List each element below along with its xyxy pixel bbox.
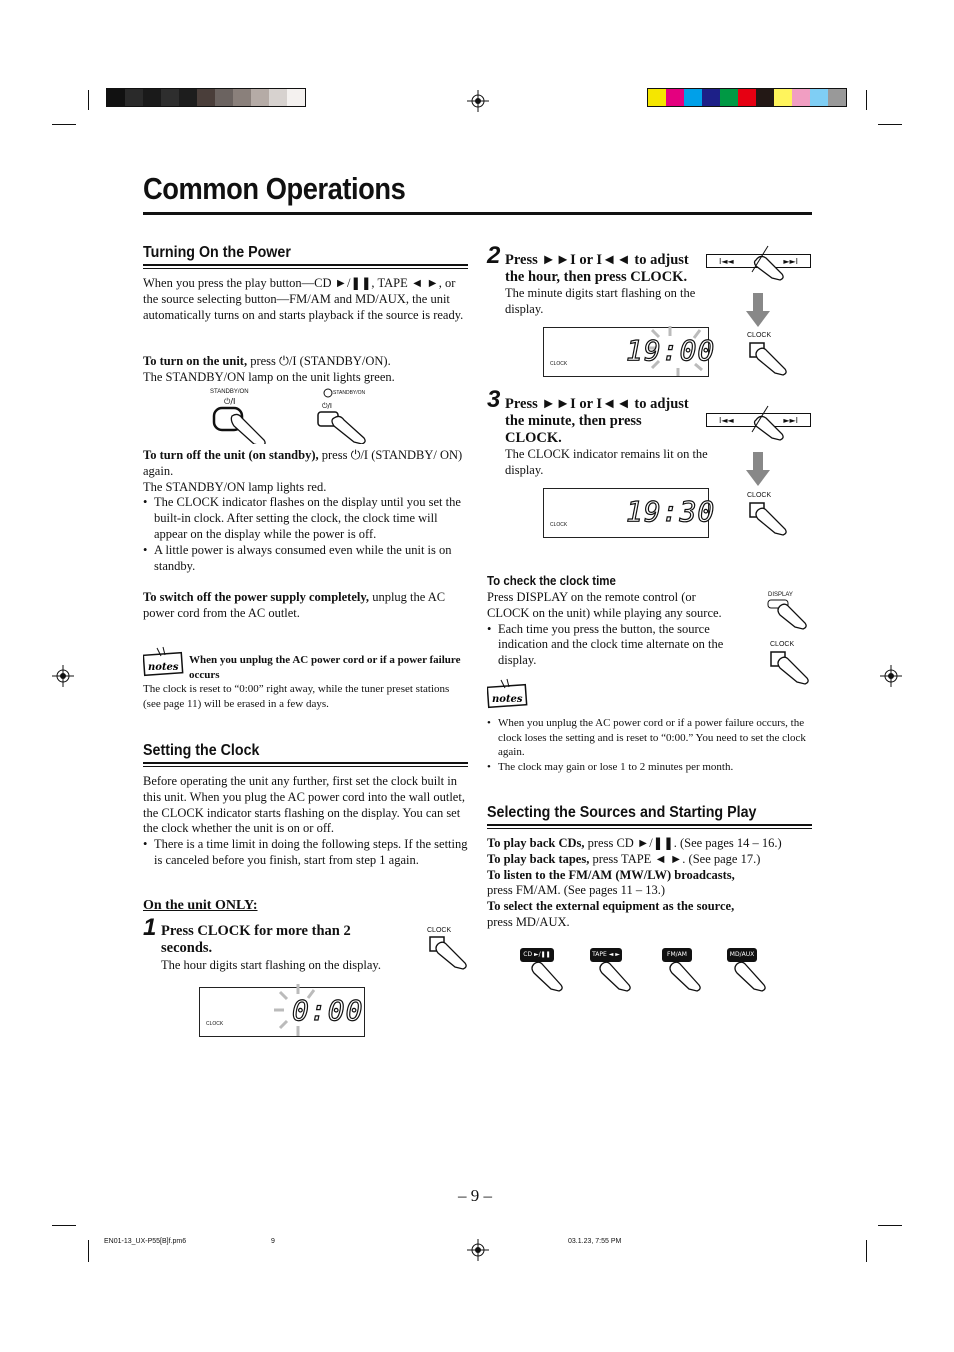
prev-key-icon: I◄◄ [719,256,734,266]
clock-button-press-icon [426,934,472,976]
display-digits: 0:00 [292,994,364,1027]
calibration-swatch [702,89,720,106]
next-key-icon: ►►I [783,256,798,266]
cd-text: press CD ►/❚❚. (See pages 14 – 16.) [584,836,782,850]
step-number: 3 [487,386,501,413]
section-rule [143,264,468,266]
cd-button: CD ►/❚❚ [520,948,554,962]
crop-mark [52,1225,76,1226]
turn-off-bold: To turn off the unit (on standby), [143,448,319,462]
list-item: • The CLOCK indicator flashes on the display until you set the built-in clock. After setting the clock, the clock time will appear on the display while the power is off. [143,495,468,542]
step-number: 2 [487,242,501,269]
clock-button-press-icon [768,649,814,691]
section-heading-setting-clock: Setting the Clock [143,742,260,759]
crop-mark [866,90,867,110]
display-clock-indicator: CLOCK [550,522,568,528]
step1-text: The hour digits start flashing on the display. [161,958,381,972]
calibration-swatch [756,89,774,106]
list-item: • When you unplug the AC power cord or if a power failure occurs, the clock loses the setting and is reset to “0:00.” You need to set the clock again. [487,716,809,760]
calibration-swatch [810,89,828,106]
registration-mark-icon [467,1239,489,1261]
calibration-swatch [233,89,251,106]
unit-only-label: On the unit ONLY: [143,898,258,913]
registration-mark-icon [52,665,74,687]
finger-press-icon [731,954,771,1000]
crop-mark [88,1240,89,1262]
section-rule [487,828,812,829]
clock-button-press-icon [746,500,792,544]
turning-on-intro: When you press the play button—CD ►/❚❚, TAPE ◄ ►, or the source selecting button—FM/AM and MD/AUX, the unit automatically turns on and starts playback if the source is ready. [143,276,464,322]
clock-button-label: CLOCK [747,332,772,339]
turn-off-text2: The STANDBY/ON lamp lights red. [143,479,327,494]
fm-am-button: FM/AM [662,948,692,962]
footer-date: 03.1.23, 7:55 PM [568,1238,622,1245]
step2-title-b: the hour, then press CLOCK. [505,269,688,285]
section-rule [143,268,468,269]
ext-bold: To select the external equipment as the source, [487,899,735,914]
section-rule [143,762,468,764]
turn-on-bold: To turn on the unit, [143,354,248,368]
fm-text: press FM/AM. (See pages 11 – 13.) [487,883,665,898]
selecting-text [487,836,812,931]
calibration-swatch [143,89,161,106]
calibration-swatch [720,89,738,106]
footer-filename: EN01-13_UX-P55[B]f.pm6 [104,1238,187,1245]
display-button-press-icon [766,598,812,634]
tape-text: press TAPE ◄ ►. (See page 17.) [589,851,761,866]
display-digits: 19:00 [626,334,716,367]
standby-label: STANDBY/ON [210,389,249,395]
page-title: Common Operations [143,171,406,206]
gray-calibration-bar [106,88,306,107]
md-aux-button: MD/AUX [727,948,757,962]
svg-text:⏻/I: ⏻/I [224,397,236,406]
crop-mark [878,1225,902,1226]
list-item: • Each time you press the button, the source indication and the clock time alternate on the display. [487,622,737,669]
footer-page: 9 [271,1238,275,1245]
finger-press-icon [748,244,788,282]
calibration-swatch [648,89,666,106]
step-number: 1 [143,914,157,941]
calibration-swatch [197,89,215,106]
calibration-swatch [215,89,233,106]
notes-list [487,716,809,774]
notes-icon-text: notes [148,662,179,673]
standby-button-press-icon [210,396,270,444]
finger-press-icon [528,954,568,1000]
setting-clock-intro [143,774,468,869]
page-number: – 9 – [458,1186,492,1205]
switch-off-instruction [143,590,468,622]
notes-icon [487,678,529,710]
notes-icon-text: notes [492,694,523,705]
calibration-swatch [666,89,684,106]
crop-mark [88,90,89,110]
calibration-swatch [125,89,143,106]
notes-text: The clock is reset to “0:00” right away, while the tuner preset stations (see page 11) will be erased in a few days. [143,683,450,710]
check-clock-body: Press DISPLAY on the remote control (or CLOCK on the unit) while playing any source. [487,590,722,620]
list-item: • There is a time limit in doing the following steps. If the setting is canceled before you finish, start from step 1 again. [143,837,468,869]
setting-clock-intro-text: Before operating the unit any further, first set the clock built in this unit. When you plug the AC power cord into the wall outlet, the CLOCK indicator starts flashing on the display. You can set the clock whether the unit is on or off. [143,774,465,836]
finger-press-icon [666,954,706,1000]
section-heading-turning-on: Turning On the Power [143,244,291,261]
turn-off-text: press ⏻/I (STANDBY/ ON) again. [143,448,463,478]
calibration-swatch [828,89,846,106]
calibration-swatch [179,89,197,106]
clock-button-press-icon [746,340,792,384]
turn-on-instruction [143,354,468,386]
arrow-down-icon [746,452,770,486]
calibration-swatch [269,89,287,106]
step3-title-c: CLOCK. [505,430,562,446]
tape-button: TAPE ◄ ► [590,948,622,962]
tape-bold: To play back tapes, [487,851,590,866]
title-rule [143,212,812,215]
step2-title [505,252,715,286]
crop-mark [878,124,902,125]
step1-title: Press CLOCK for more than 2 seconds. [161,923,351,956]
display-button-label: DISPLAY [768,592,793,598]
calibration-swatch [792,89,810,106]
display-panel [543,488,716,538]
step3-title-a: Press ►►I or I◄◄ to adjust [505,396,689,412]
turn-on-text2: The STANDBY/ON lamp on the unit lights green. [143,369,395,384]
standby-label-small: STANDBY/ON [333,390,366,396]
switch-off-bold: To switch off the power supply completely, [143,590,370,604]
step2-text: The minute digits start flashing on the display. [505,286,696,316]
section-rule [487,824,812,826]
finger-press-icon [596,954,636,1000]
step2-title-a: Press ►►I or I◄◄ to adjust [505,252,689,268]
clock-button-label: CLOCK [770,641,795,648]
calibration-swatch [738,89,756,106]
display-panel [543,327,716,377]
step3-text: The CLOCK indicator remains lit on the display. [505,447,708,477]
next-key-icon: ►►I [783,415,798,425]
check-clock-heading: To check the clock time [487,574,616,588]
notes-title: When you unplug the AC power cord or if a power failure occurs [189,654,461,681]
finger-press-icon [748,404,788,442]
registration-mark-icon [880,665,902,687]
turn-on-text: press ⏻/I (STANDBY/ON). [247,354,391,368]
display-digits: 19:30 [626,495,716,528]
color-calibration-bar [647,88,847,107]
turn-off-instruction [143,448,468,574]
display-panel [199,987,365,1037]
calibration-swatch [774,89,792,106]
cd-bold: To play back CDs, [487,836,585,850]
switch-off-text: unplug the AC power cord from the AC outlet. [143,590,446,620]
svg-text:⏻/I: ⏻/I [322,402,332,410]
list-item: • A little power is always consumed even while the unit is on standby. [143,543,468,575]
calibration-swatch [684,89,702,106]
registration-mark-icon [467,90,489,112]
section-heading-selecting: Selecting the Sources and Starting Play [487,804,757,821]
fm-bold: To listen to the FM/AM (MW/LW) broadcasts, [487,867,735,882]
clock-button-label: CLOCK [427,927,452,934]
display-clock-indicator: CLOCK [206,1021,224,1027]
display-clock-indicator: CLOCK [550,361,568,367]
step3-title-b: the minute, then press [505,413,642,429]
calibration-swatch [287,89,305,106]
list-item: • The clock may gain or lose 1 to 2 minutes per month. [487,760,809,775]
calibration-swatch [161,89,179,106]
notes-icon [143,646,185,678]
step3-title [505,396,715,447]
arrow-down-icon [746,293,770,327]
section-rule [143,766,468,767]
calibration-swatch [107,89,125,106]
crop-mark [866,1240,867,1262]
crop-mark [52,124,76,125]
ext-text: press MD/AUX. [487,914,570,929]
standby-button-press-icon [312,386,372,444]
check-clock-text [487,590,737,669]
clock-button-label: CLOCK [747,492,772,499]
calibration-swatch [251,89,269,106]
prev-key-icon: I◄◄ [719,415,734,425]
